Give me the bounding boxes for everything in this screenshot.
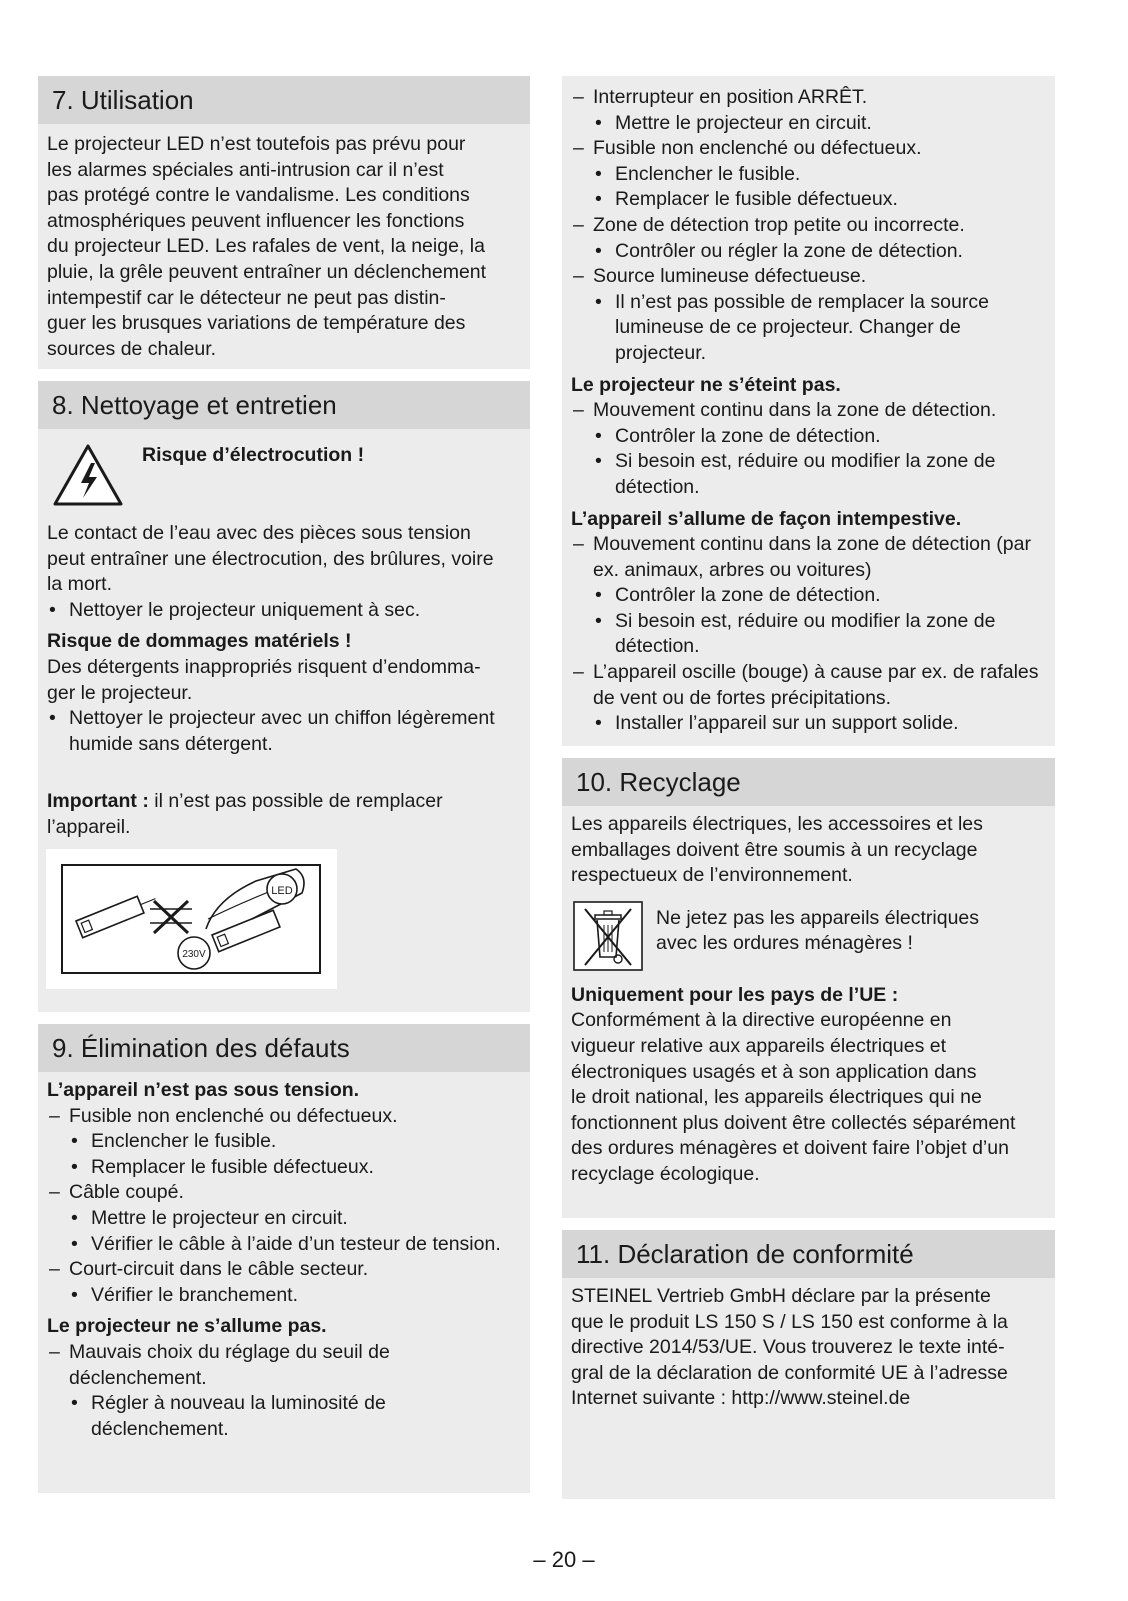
list-item: • Mettre le projecteur en circuit. (47, 1206, 521, 1232)
text-line: respectueux de l’environnement. (571, 864, 853, 887)
list-item: • Contrôler la zone de détection. (571, 424, 1046, 450)
list-item: • Nettoyer le projecteur avec un chiffon légèrement humide sans détergent. (47, 706, 521, 757)
list-item: – Mouvement continu dans la zone de détection. (571, 398, 1046, 424)
subheading: Le projecteur ne s’allume pas. (47, 1315, 327, 1338)
electric-hazard-icon (52, 443, 124, 507)
section-recyclage (562, 758, 1055, 1218)
text-line: que le produit LS 150 S / LS 150 est conforme à la (571, 1310, 1008, 1333)
text-line: directive 2014/53/UE. Vous trouverez le texte inté- (571, 1336, 1005, 1359)
text-line: Internet suivante : http://www.steinel.de (571, 1387, 911, 1410)
list-item: – Mauvais choix du réglage du seuil de déclenchement. (47, 1340, 521, 1391)
text-line: Des détergents inappropriés risquent d’endomma- (47, 655, 481, 678)
list-item: • Enclencher le fusible. (571, 162, 1046, 188)
list-item: • Vérifier le câble à l’aide d’un testeur de tension. (47, 1232, 521, 1258)
no-replace-illustration (46, 849, 337, 989)
important-label: Important : (47, 790, 149, 813)
text-line: vigueur relative aux appareils électriques et (571, 1034, 947, 1057)
list-item: – Court-circuit dans le câble secteur. (47, 1257, 521, 1283)
subheading: Risque de dommages matériels ! (47, 630, 352, 653)
page-number: – 20 – (533, 1547, 595, 1572)
warning-block (47, 441, 521, 511)
list-item: – Mouvement continu dans la zone de détection (par ex. animaux, arbres ou voitures) (571, 532, 1046, 583)
replacement-figure (46, 849, 337, 989)
list-item: • Contrôler la zone de détection. (571, 583, 1046, 609)
subheading: Uniquement pour les pays de l’UE : (571, 983, 899, 1006)
text-line: pluie, la grêle peuvent entraîner un déclenchement (47, 260, 487, 283)
text-line: Le projecteur LED n’est toutefois pas prévu pour (47, 133, 466, 155)
list-item: • Installer l’appareil sur un support solide. (571, 711, 1046, 737)
text-line: peut entraîner une électrocution, des brûlures, voire (47, 547, 494, 570)
section-title: 8. Nettoyage et entretien (38, 381, 530, 429)
section-utilisation (38, 76, 530, 369)
text-line: du projecteur LED. Les rafales de vent, la neige, la (47, 235, 485, 258)
list-item: – Interrupteur en position ARRÊT. (571, 85, 1046, 111)
right-column (562, 76, 1055, 1511)
text-line: des ordures ménagères et doivent faire l’objet d’un (571, 1137, 1009, 1160)
text-line: électroniques usagés et à son application dans (571, 1060, 977, 1083)
text-line: ger le projecteur. (47, 681, 193, 704)
crossed-out-bin-icon (573, 901, 643, 971)
warning-title: Risque d’électrocution ! (142, 444, 365, 466)
list-item: – Zone de détection trop petite ou incorrecte. (571, 213, 1046, 239)
subheading: Le projecteur ne s’éteint pas. (571, 373, 841, 396)
text-line: sources de chaleur. (47, 337, 217, 360)
section-title: 7. Utilisation (38, 76, 530, 124)
text-line: Ne jetez pas les appareils électriques (656, 906, 980, 929)
text-line: la mort. (47, 573, 113, 596)
subheading: L’appareil n’est pas sous tension. (47, 1079, 360, 1101)
text-line: gral de la déclaration de conformité UE à l’adresse (571, 1361, 1008, 1384)
list-item: – Source lumineuse défectueuse. (571, 264, 1046, 290)
weee-block (571, 899, 1046, 971)
section-defauts (38, 1024, 530, 1493)
text-line: atmosphériques peuvent influencer les fonctions (47, 209, 465, 232)
list-item: • Mettre le projecteur en circuit. (571, 111, 1046, 137)
text-line: STEINEL Vertrieb GmbH déclare par la présente (571, 1285, 991, 1307)
list-item: – Câble coupé. (47, 1180, 521, 1206)
list-item: • Contrôler ou régler la zone de détection. (571, 239, 1046, 265)
list-item: – Fusible non enclenché ou défectueux. (571, 136, 1046, 162)
led-label: LED (271, 884, 293, 897)
section-title: 11. Déclaration de conformité (562, 1230, 1055, 1278)
subheading: L’appareil s’allume de façon intempestive. (571, 507, 962, 530)
text-line: pas protégé contre le vandalisme. Les conditions (47, 184, 470, 207)
list-item: • Si besoin est, réduire ou modifier la zone de détection. (571, 609, 1046, 660)
text-line: recyclage écologique. (571, 1162, 760, 1185)
important-note (47, 789, 521, 840)
section-title: 10. Recyclage (562, 758, 1055, 806)
list-item: • Remplacer le fusible défectueux. (571, 187, 1046, 213)
text-line: Les appareils électriques, les accessoires et les (571, 813, 983, 835)
voltage-label: 230V (182, 948, 206, 960)
text-line: guer les brusques variations de température des (47, 312, 466, 335)
list-item: – Fusible non enclenché ou défectueux. (47, 1104, 521, 1130)
text-line: Conformément à la directive européenne en (571, 1009, 952, 1032)
important-text: il n’est pas possible de remplacer l’appareil. (47, 790, 443, 838)
text-line: emballages doivent être soumis à un recyclage (571, 838, 978, 861)
text-line: les alarmes spéciales anti-intrusion car il n’est (47, 158, 444, 181)
list-item: • Remplacer le fusible défectueux. (47, 1155, 521, 1181)
text-line: Le contact de l’eau avec des pièces sous tension (47, 522, 471, 544)
list-item: • Il n’est pas possible de remplacer la source lumineuse de ce projecteur. Changer de projecteur. (571, 290, 1046, 367)
section-nettoyage (38, 381, 530, 1012)
list-item: • Enclencher le fusible. (47, 1129, 521, 1155)
left-column (38, 76, 530, 1505)
text-line: fonctionnent plus doivent être collectés séparément (571, 1111, 1016, 1134)
text-line: avec les ordures ménagères ! (656, 932, 913, 955)
list-item: • Nettoyer le projecteur uniquement à sec. (47, 598, 521, 624)
text-line: le droit national, les appareils électriques qui ne (571, 1086, 982, 1109)
section-defauts-continued (562, 76, 1055, 746)
list-item: • Vérifier le branchement. (47, 1283, 521, 1309)
list-item: – L’appareil oscille (bouge) à cause par ex. de rafales de vent ou de fortes précipitations. (571, 660, 1046, 711)
section-conformite (562, 1230, 1055, 1499)
text-line: intempestif car le détecteur ne peut pas distin- (47, 286, 446, 309)
list-item: • Si besoin est, réduire ou modifier la zone de détection. (571, 449, 1046, 500)
list-item: • Régler à nouveau la luminosité de déclenchement. (47, 1391, 521, 1442)
section-title: 9. Élimination des défauts (38, 1024, 530, 1072)
